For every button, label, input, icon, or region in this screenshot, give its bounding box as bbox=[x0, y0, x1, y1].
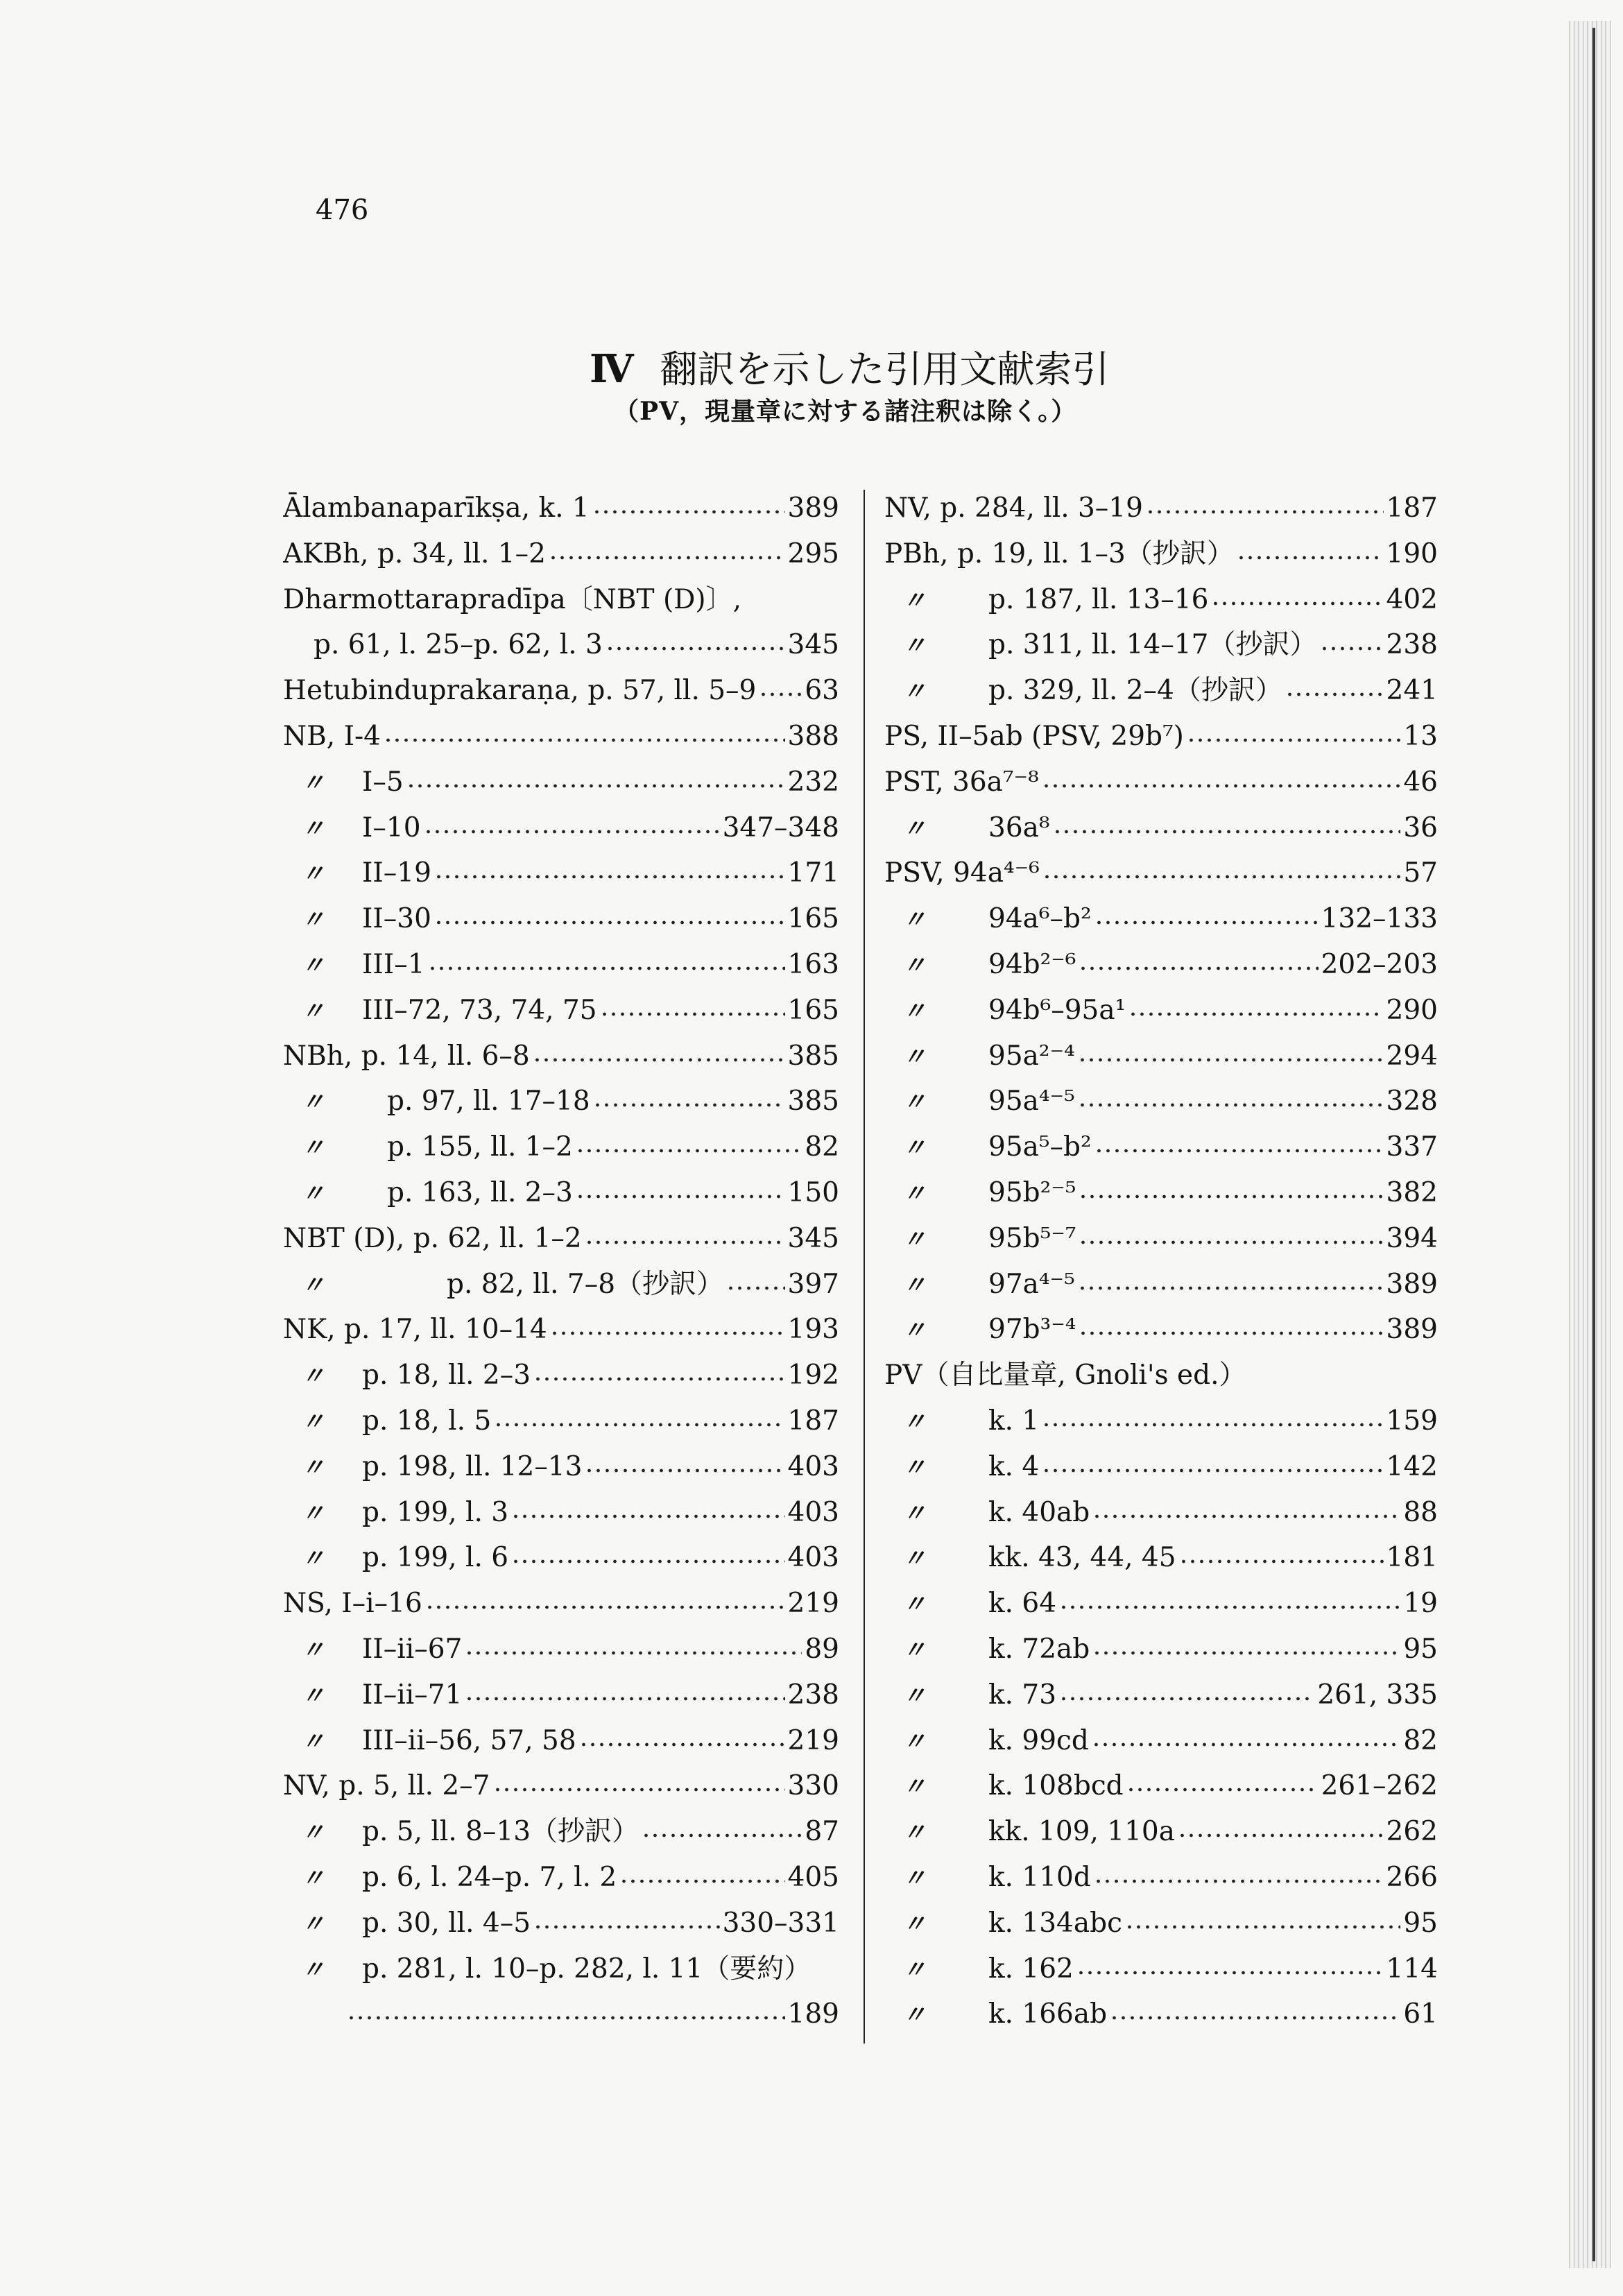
entry-page-ref: 385 bbox=[787, 1086, 839, 1117]
book-binding-line bbox=[1592, 28, 1595, 2261]
leader-dots bbox=[1146, 507, 1384, 517]
entry-label: kk. 43, 44, 45 bbox=[988, 1542, 1176, 1574]
leader-dots bbox=[579, 1740, 785, 1749]
index-entry: 〃 II–ii–67 89 bbox=[283, 1627, 839, 1672]
column-divider bbox=[864, 490, 865, 2044]
leader-dots bbox=[1042, 1420, 1383, 1430]
entry-label: p. 61, l. 25–p. 62, l. 3 bbox=[314, 629, 603, 661]
entry-label: II–ii–71 bbox=[362, 1679, 463, 1711]
entry-page-ref: 190 bbox=[1386, 538, 1438, 569]
index-entry bbox=[283, 714, 839, 760]
entry-label: 36a⁸ bbox=[988, 812, 1050, 843]
index-entry: 〃 kk. 43, 44, 45 181 bbox=[884, 1535, 1438, 1581]
leader-dots bbox=[1059, 1694, 1314, 1704]
entry-label: III–1 bbox=[362, 948, 425, 980]
entry-label: 94b⁶–95a¹ bbox=[988, 994, 1126, 1026]
leader-dots bbox=[493, 1785, 785, 1794]
leader-dots bbox=[726, 1283, 785, 1293]
entry-page-ref: 394 bbox=[1386, 1222, 1438, 1254]
entry-page-ref: 330–331 bbox=[722, 1907, 839, 1939]
entry-label: 95b²⁻⁵ bbox=[988, 1176, 1076, 1208]
entry-page-ref: 95 bbox=[1403, 1907, 1438, 1939]
entry-page-ref: 382 bbox=[1386, 1176, 1438, 1208]
index-entry: 〃 k. 73 261, 335 bbox=[884, 1672, 1438, 1718]
leader-dots bbox=[1059, 1602, 1400, 1612]
entry-label: III–ii–56, 57, 58 bbox=[362, 1724, 576, 1756]
leader-dots bbox=[1187, 735, 1401, 745]
leader-dots bbox=[1078, 1283, 1384, 1293]
book-spine-edge bbox=[1569, 21, 1611, 2268]
entry-page-ref: 330 bbox=[787, 1770, 839, 1802]
index-entry bbox=[283, 486, 839, 531]
index-entry bbox=[283, 577, 839, 623]
index-entry: 〃 I–5 232 bbox=[283, 760, 839, 805]
leader-dots bbox=[1178, 1831, 1384, 1840]
leader-dots bbox=[511, 1557, 784, 1566]
entry-page-ref: 261–262 bbox=[1321, 1770, 1438, 1802]
entry-label: p. 18, ll. 2–3 bbox=[362, 1360, 531, 1391]
entry-page-ref: 385 bbox=[787, 1040, 839, 1072]
leader-dots bbox=[425, 1602, 785, 1612]
entry-page-ref: 241 bbox=[1386, 675, 1438, 707]
index-entry: 〃 II–ii–71 238 bbox=[283, 1672, 839, 1718]
entry-label: NB, I-4 bbox=[283, 720, 381, 752]
entry-page-ref: 46 bbox=[1403, 766, 1438, 798]
entry-label: II–30 bbox=[362, 903, 431, 935]
leader-dots bbox=[1079, 1192, 1383, 1201]
index-entry: 〃 I–10 347–348 bbox=[283, 805, 839, 851]
entry-page-ref: 171 bbox=[787, 857, 839, 889]
entry-page-ref: 159 bbox=[1386, 1405, 1438, 1437]
entry-label: 95a⁴⁻⁵ bbox=[988, 1086, 1075, 1117]
entry-label: p. 199, l. 3 bbox=[362, 1496, 509, 1528]
entry-label: k. 40ab bbox=[988, 1496, 1090, 1528]
entry-label: 97b³⁻⁴ bbox=[988, 1314, 1076, 1346]
leader-dots bbox=[1092, 1740, 1400, 1749]
entry-label: 95a⁵–b² bbox=[988, 1131, 1092, 1163]
entry-page-ref: 238 bbox=[1386, 629, 1438, 661]
index-entry: 〃 k. 99cd 82 bbox=[884, 1718, 1438, 1764]
entry-page-ref: 132–133 bbox=[1321, 903, 1438, 935]
index-entry: 〃 36a⁸ 36 bbox=[884, 805, 1438, 851]
entry-label: AKBh, p. 34, ll. 1–2 bbox=[283, 538, 546, 569]
entry-page-ref: 219 bbox=[787, 1588, 839, 1620]
index-entry: 〃 95a²⁻⁴ 294 bbox=[884, 1034, 1438, 1079]
index-entry bbox=[283, 622, 839, 668]
entry-page-ref: 337 bbox=[1386, 1131, 1438, 1163]
entry-label: k. 4 bbox=[988, 1450, 1040, 1482]
leader-dots bbox=[1125, 1922, 1400, 1932]
page-number: 476 bbox=[316, 194, 369, 226]
entry-page-ref: 219 bbox=[787, 1724, 839, 1756]
entry-label: I–10 bbox=[362, 812, 421, 843]
entry-label: p. 187, ll. 13–16 bbox=[988, 583, 1209, 615]
index-entry: 〃 k. 72ab 95 bbox=[884, 1627, 1438, 1672]
entry-page-ref: 402 bbox=[1386, 583, 1438, 615]
index-entry bbox=[283, 1307, 839, 1353]
index-entry bbox=[283, 668, 839, 714]
section-heading bbox=[590, 340, 1172, 393]
index-entry: 〃 k. 64 19 bbox=[884, 1581, 1438, 1627]
entry-page-ref: 181 bbox=[1386, 1542, 1438, 1574]
index-entry bbox=[884, 486, 1438, 531]
index-entry: 〃 95b⁵⁻⁷ 394 bbox=[884, 1216, 1438, 1262]
leader-dots bbox=[576, 1192, 785, 1201]
entry-page-ref: 347–348 bbox=[722, 812, 839, 843]
leader-dots bbox=[1094, 918, 1319, 927]
entry-label: NS, I–i–16 bbox=[283, 1588, 422, 1620]
leader-dots bbox=[1320, 644, 1384, 653]
entry-page-ref: 87 bbox=[805, 1816, 839, 1848]
entry-label: k. 72ab bbox=[988, 1633, 1090, 1665]
entry-label: k. 64 bbox=[988, 1588, 1057, 1620]
entry-label: PSV, 94a⁴⁻⁶ bbox=[884, 857, 1040, 889]
leader-dots bbox=[619, 1876, 784, 1886]
entry-label: NK, p. 17, ll. 10–14 bbox=[283, 1314, 547, 1346]
leader-dots bbox=[1079, 1328, 1383, 1338]
entry-page-ref: 261, 335 bbox=[1317, 1679, 1438, 1711]
entry-page-ref: 19 bbox=[1403, 1588, 1438, 1620]
index-entry: 〃 p. 6, l. 24–p. 7, l. 2 405 bbox=[283, 1855, 839, 1901]
index-entry: 〃 p. 199, l. 6 403 bbox=[283, 1535, 839, 1581]
leader-dots bbox=[347, 2013, 785, 2023]
entry-page-ref: 405 bbox=[787, 1861, 839, 1893]
entry-label: k. 110d bbox=[988, 1861, 1091, 1893]
leader-dots bbox=[465, 1648, 802, 1658]
entry-label: p. 155, ll. 1–2 bbox=[387, 1131, 573, 1163]
entry-label: k. 1 bbox=[988, 1405, 1040, 1437]
index-entry bbox=[283, 1216, 839, 1262]
leader-dots bbox=[600, 1009, 785, 1019]
entry-label: 95a²⁻⁴ bbox=[988, 1040, 1075, 1072]
entry-page-ref: 189 bbox=[787, 1998, 839, 2030]
leader-dots bbox=[585, 1237, 785, 1247]
entry-label: p. 281, l. 10–p. 282, l. 11（要約） bbox=[362, 1953, 812, 1985]
entry-label: k. 134abc bbox=[988, 1907, 1122, 1939]
entry-page-ref: 187 bbox=[787, 1405, 839, 1437]
index-entry: 〃 94b⁶–95a¹ 290 bbox=[884, 988, 1438, 1034]
entry-label: 95b⁵⁻⁷ bbox=[988, 1222, 1076, 1254]
entry-page-ref: 389 bbox=[1386, 1268, 1438, 1300]
leader-dots bbox=[434, 918, 785, 927]
leader-dots bbox=[549, 553, 785, 563]
entry-label: k. 162 bbox=[988, 1953, 1074, 1985]
leader-dots bbox=[1128, 1009, 1383, 1019]
leader-dots bbox=[465, 1694, 784, 1704]
entry-page-ref: 13 bbox=[1403, 720, 1438, 752]
index-entry: 〃 94a⁶–b² 132–133 bbox=[884, 896, 1438, 942]
index-entry: 〃 k. 1 159 bbox=[884, 1398, 1438, 1444]
leader-dots bbox=[511, 1511, 784, 1521]
entry-page-ref: 82 bbox=[805, 1131, 839, 1163]
index-entry: 〃 p. 18, l. 5 187 bbox=[283, 1398, 839, 1444]
entry-page-ref: 389 bbox=[1386, 1314, 1438, 1346]
entry-page-ref: 63 bbox=[805, 675, 839, 707]
index-entry: 〃 k. 162 114 bbox=[884, 1946, 1438, 1992]
leader-dots bbox=[1078, 1100, 1384, 1110]
entry-label: p. 5, ll. 8–13（抄訳） bbox=[362, 1816, 639, 1848]
index-entry bbox=[884, 714, 1438, 760]
leader-dots bbox=[592, 507, 785, 517]
entry-label: NBT (D), p. 62, ll. 1–2 bbox=[283, 1222, 582, 1254]
entry-page-ref: 82 bbox=[1403, 1724, 1438, 1756]
entry-page-ref: 193 bbox=[787, 1314, 839, 1346]
index-entry bbox=[283, 1763, 839, 1809]
entry-label: p. 163, ll. 2–3 bbox=[387, 1176, 573, 1208]
entry-page-ref: 202–203 bbox=[1321, 948, 1438, 980]
entry-page-ref: 345 bbox=[787, 629, 839, 661]
leader-dots bbox=[1179, 1557, 1384, 1566]
index-entry: 〃 p. 82, ll. 7–8（抄訳） 397 bbox=[283, 1262, 839, 1308]
entry-page-ref: 403 bbox=[787, 1542, 839, 1574]
entry-label: p. 6, l. 24–p. 7, l. 2 bbox=[362, 1861, 617, 1893]
entry-page-ref: 88 bbox=[1403, 1496, 1438, 1528]
entry-label: I–5 bbox=[362, 766, 404, 798]
leader-dots bbox=[1079, 1237, 1383, 1247]
entry-page-ref: 266 bbox=[1386, 1861, 1438, 1893]
leader-dots bbox=[494, 1420, 784, 1430]
leader-dots bbox=[1211, 599, 1383, 608]
entry-label: p. 82, ll. 7–8（抄訳） bbox=[447, 1268, 724, 1300]
index-entry: 〃 p. 155, ll. 1–2 82 bbox=[283, 1124, 839, 1170]
index-entry: 〃 k. 110d 266 bbox=[884, 1855, 1438, 1901]
entry-label: Ālambanaparīkṣa, k. 1 bbox=[283, 492, 590, 524]
leader-dots bbox=[1042, 1466, 1383, 1475]
index-entry: 〃 95a⁵–b² 337 bbox=[884, 1124, 1438, 1170]
index-entry: 〃 p. 187, ll. 13–16 402 bbox=[884, 577, 1438, 623]
index-entry: 〃 k. 166ab 61 bbox=[884, 1991, 1438, 2037]
entry-label: NBh, p. 14, ll. 6–8 bbox=[283, 1040, 530, 1072]
leader-dots bbox=[434, 872, 785, 882]
entry-label: p. 311, ll. 14–17（抄訳） bbox=[988, 629, 1317, 661]
entry-page-ref: 150 bbox=[787, 1176, 839, 1208]
index-entry bbox=[283, 531, 839, 577]
index-entry: 〃 p. 311, ll. 14–17（抄訳） 238 bbox=[884, 622, 1438, 668]
entry-page-ref: 165 bbox=[787, 903, 839, 935]
leader-dots bbox=[1110, 2013, 1400, 2023]
entry-label: k. 166ab bbox=[988, 1998, 1108, 2030]
index-entry: 〃 p. 198, ll. 12–13 403 bbox=[283, 1444, 839, 1490]
entry-label: NV, p. 5, ll. 2–7 bbox=[283, 1770, 490, 1802]
entry-label: 94a⁶–b² bbox=[988, 903, 1092, 935]
index-entry: 〃 p. 199, l. 3 403 bbox=[283, 1490, 839, 1536]
entry-page-ref: 294 bbox=[1386, 1040, 1438, 1072]
entry-label: PBh, p. 19, ll. 1–3（抄訳） bbox=[884, 538, 1234, 569]
entry-label: p. 329, ll. 2–4（抄訳） bbox=[988, 675, 1282, 707]
index-entry: 〃 p. 18, ll. 2–3 192 bbox=[283, 1353, 839, 1398]
entry-label: k. 99cd bbox=[988, 1724, 1089, 1756]
index-entry: 〃 97b³⁻⁴ 389 bbox=[884, 1307, 1438, 1353]
entry-page-ref: 89 bbox=[805, 1633, 839, 1665]
leader-dots bbox=[642, 1831, 802, 1840]
index-entry: 〃 III–ii–56, 57, 58 219 bbox=[283, 1718, 839, 1764]
index-entry: 〃 k. 134abc 95 bbox=[884, 1901, 1438, 1946]
entry-page-ref: 238 bbox=[787, 1679, 839, 1711]
entry-label: k. 108bcd bbox=[988, 1770, 1124, 1802]
index-entry: 〃 95b²⁻⁵ 382 bbox=[884, 1170, 1438, 1216]
leader-dots bbox=[1094, 1876, 1384, 1886]
entry-label: p. 199, l. 6 bbox=[362, 1542, 509, 1574]
entry-page-ref: 142 bbox=[1386, 1450, 1438, 1482]
entry-label: PV（自比量章, Gnoli's ed.） bbox=[884, 1360, 1246, 1391]
entry-page-ref: 187 bbox=[1386, 492, 1438, 524]
entry-page-ref: 57 bbox=[1403, 857, 1438, 889]
index-column-left bbox=[283, 486, 839, 2037]
leader-dots bbox=[1126, 1785, 1319, 1794]
leader-dots bbox=[1092, 1511, 1400, 1521]
entry-label: PST, 36a⁷⁻⁸ bbox=[884, 766, 1039, 798]
entry-page-ref: 95 bbox=[1403, 1633, 1438, 1665]
entry-page-ref: 290 bbox=[1386, 994, 1438, 1026]
entry-page-ref: 397 bbox=[787, 1268, 839, 1300]
leader-dots bbox=[1285, 689, 1384, 699]
leader-dots bbox=[533, 1374, 785, 1384]
entry-page-ref: 61 bbox=[1403, 1998, 1438, 2030]
index-entry: 〃 p. 281, l. 10–p. 282, l. 11（要約） bbox=[283, 1946, 839, 1992]
leader-dots bbox=[576, 1146, 802, 1156]
entry-page-ref: 345 bbox=[787, 1222, 839, 1254]
index-entry: 〃 k. 40ab 88 bbox=[884, 1490, 1438, 1536]
leader-dots bbox=[759, 689, 802, 699]
index-entry: 〃 II–19 171 bbox=[283, 850, 839, 896]
entry-page-ref: 163 bbox=[787, 948, 839, 980]
leader-dots bbox=[1076, 1968, 1384, 1978]
index-entry bbox=[283, 1991, 839, 2037]
index-entry: 〃 p. 5, ll. 8–13（抄訳） 87 bbox=[283, 1809, 839, 1855]
leader-dots bbox=[593, 1100, 785, 1110]
section-title: 翻訳を示した引用文献索引 bbox=[660, 348, 1110, 391]
leader-dots bbox=[406, 781, 785, 791]
index-entry: 〃 94b²⁻⁶ 202–203 bbox=[884, 942, 1438, 988]
leader-dots bbox=[1079, 963, 1318, 973]
entry-page-ref: 295 bbox=[787, 538, 839, 569]
leader-dots bbox=[585, 1466, 784, 1475]
index-column-right bbox=[884, 486, 1438, 2037]
section-subtitle: （PV，現量章に対する諸注釈は除く。） bbox=[614, 397, 1077, 426]
entry-label: p. 30, ll. 4–5 bbox=[362, 1907, 531, 1939]
index-entry: 〃 kk. 109, 110a 262 bbox=[884, 1809, 1438, 1855]
section-numeral: Ⅳ bbox=[590, 346, 634, 392]
entry-page-ref: 388 bbox=[787, 720, 839, 752]
index-entry: 〃 III–72, 73, 74, 75 165 bbox=[283, 988, 839, 1034]
leader-dots bbox=[606, 644, 785, 653]
entry-label: PS, II–5ab (PSV, 29b⁷) bbox=[884, 720, 1184, 752]
entry-label: kk. 109, 110a bbox=[988, 1816, 1175, 1848]
index-entry bbox=[283, 1034, 839, 1079]
leader-dots bbox=[533, 1922, 720, 1932]
leader-dots bbox=[550, 1328, 785, 1338]
entry-page-ref: 328 bbox=[1386, 1086, 1438, 1117]
index-entry: 〃 97a⁴⁻⁵ 389 bbox=[884, 1262, 1438, 1308]
entry-label: Hetubinduprakaraṇa, p. 57, ll. 5–9 bbox=[283, 675, 757, 707]
entry-page-ref: 403 bbox=[787, 1496, 839, 1528]
index-entry bbox=[884, 1353, 1438, 1398]
entry-page-ref: 262 bbox=[1386, 1816, 1438, 1848]
leader-dots bbox=[1237, 553, 1384, 563]
index-entry: 〃 p. 97, ll. 17–18 385 bbox=[283, 1079, 839, 1124]
leader-dots bbox=[1042, 872, 1401, 882]
leader-dots bbox=[1053, 827, 1401, 837]
index-entry: 〃 III–1 163 bbox=[283, 942, 839, 988]
index-entry bbox=[884, 850, 1438, 896]
leader-dots bbox=[424, 827, 720, 837]
entry-label: Dharmottarapradīpa〔NBT (D)〕, bbox=[283, 583, 742, 615]
entry-label: III–72, 73, 74, 75 bbox=[362, 994, 597, 1026]
index-entry bbox=[884, 760, 1438, 805]
leader-dots bbox=[1042, 781, 1401, 791]
entry-label: II–19 bbox=[362, 857, 431, 889]
index-entry: 〃 p. 329, ll. 2–4（抄訳） 241 bbox=[884, 668, 1438, 714]
entry-page-ref: 36 bbox=[1403, 812, 1438, 843]
entry-label: p. 18, l. 5 bbox=[362, 1405, 492, 1437]
leader-dots bbox=[533, 1055, 785, 1065]
entry-page-ref: 232 bbox=[787, 766, 839, 798]
entry-label: 94b²⁻⁶ bbox=[988, 948, 1076, 980]
index-entry: 〃 k. 4 142 bbox=[884, 1444, 1438, 1490]
entry-page-ref: 165 bbox=[787, 994, 839, 1026]
index-entry bbox=[283, 1581, 839, 1627]
entry-label: II–ii–67 bbox=[362, 1633, 463, 1665]
index-entry: 〃 p. 30, ll. 4–5 330–331 bbox=[283, 1901, 839, 1946]
index-entry: 〃 95a⁴⁻⁵ 328 bbox=[884, 1079, 1438, 1124]
index-entry: 〃 p. 163, ll. 2–3 150 bbox=[283, 1170, 839, 1216]
entry-label: p. 198, ll. 12–13 bbox=[362, 1450, 583, 1482]
leader-dots bbox=[1078, 1055, 1384, 1065]
entry-label: 97a⁴⁻⁵ bbox=[988, 1268, 1075, 1300]
entry-page-ref: 403 bbox=[787, 1450, 839, 1482]
leader-dots bbox=[1092, 1648, 1400, 1658]
entry-label: NV, p. 284, ll. 3–19 bbox=[884, 492, 1143, 524]
leader-dots bbox=[1094, 1146, 1384, 1156]
index-entry: 〃 II–30 165 bbox=[283, 896, 839, 942]
leader-dots bbox=[384, 735, 785, 745]
index-entry bbox=[884, 531, 1438, 577]
entry-label: p. 97, ll. 17–18 bbox=[387, 1086, 590, 1117]
entry-page-ref: 192 bbox=[787, 1360, 839, 1391]
leader-dots bbox=[428, 963, 785, 973]
entry-page-ref: 389 bbox=[787, 492, 839, 524]
entry-page-ref: 114 bbox=[1386, 1953, 1438, 1985]
entry-label: k. 73 bbox=[988, 1679, 1057, 1711]
index-entry: 〃 k. 108bcd 261–262 bbox=[884, 1763, 1438, 1809]
